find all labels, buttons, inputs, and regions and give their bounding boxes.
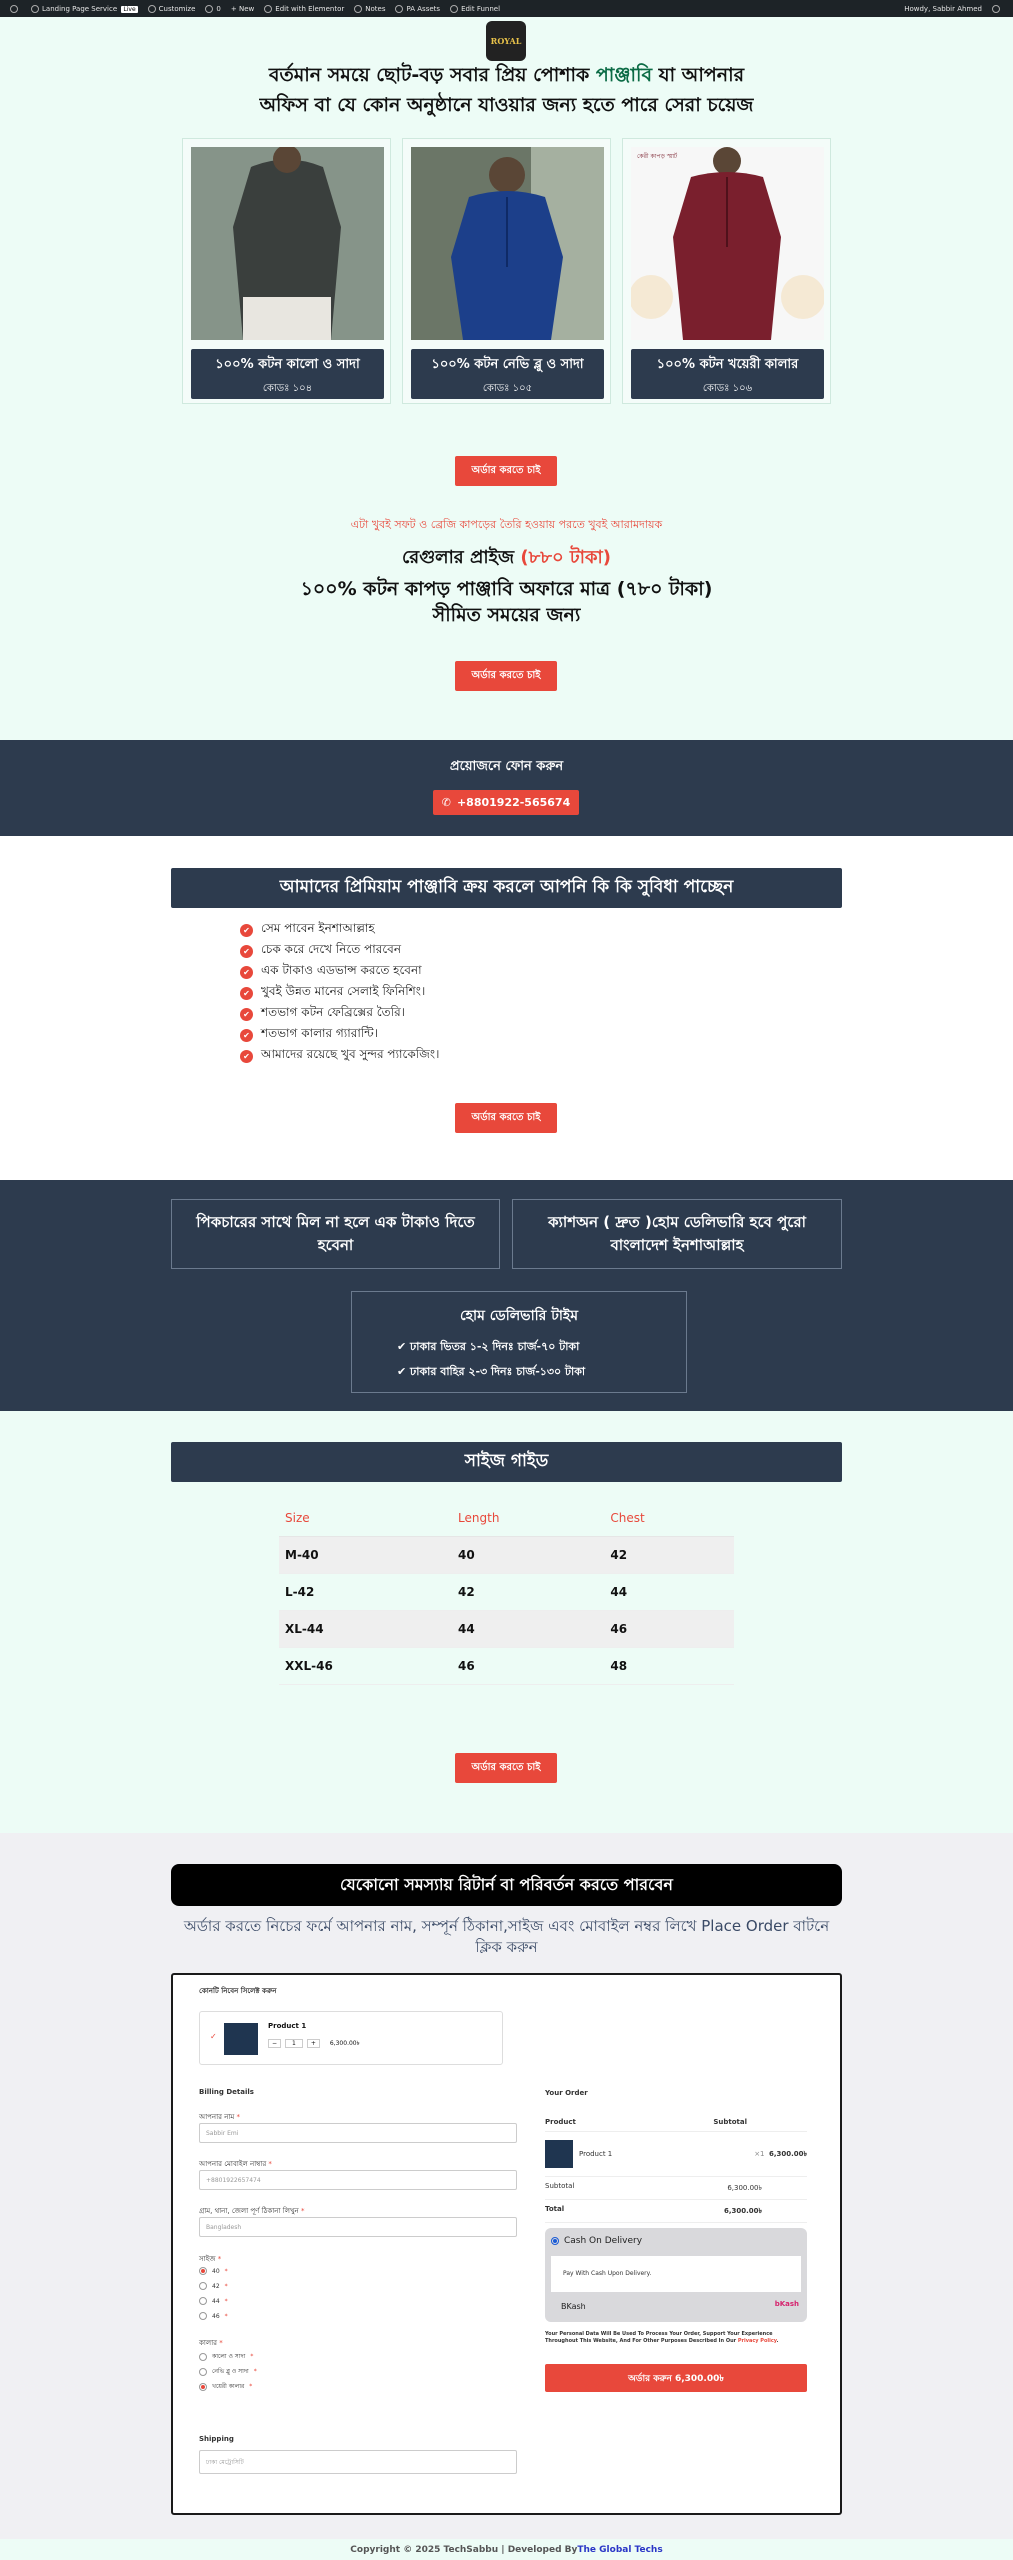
wordpress-icon[interactable] — [10, 5, 18, 13]
product-image — [191, 147, 384, 340]
size-table — [279, 1500, 734, 1685]
your-order-title: Your Order — [545, 2089, 588, 2097]
check-circle-icon: ✔ — [240, 1050, 253, 1063]
call-title: প্রয়োজনে ফোন করুন — [449, 759, 564, 774]
size-option-46[interactable]: 46 * — [199, 2312, 228, 2320]
benefit-item: ✔ শতভাগ কালার গ্যারান্টি। — [240, 1025, 378, 1045]
shipping-select[interactable]: ঢাকা মেট্রোসিটি — [199, 2450, 517, 2474]
size-option-40[interactable]: 40 * — [199, 2267, 228, 2275]
check-circle-icon: ✔ — [240, 966, 253, 979]
phone-icon: ✆ — [441, 796, 451, 809]
place-order-button[interactable]: অর্ডার করুন 6,300.00৳ — [545, 2364, 807, 2392]
delivery-item: ✔ ঢাকার ভিতর ১-২ দিনঃ চার্জ-৭০ টাকা — [397, 1340, 580, 1353]
privacy-link[interactable]: Privacy Policy — [737, 2338, 777, 2344]
benefit-item: ✔ আমাদের রয়েছে খুব সুন্দর প্যাকেজিং। — [240, 1046, 439, 1066]
brush-icon — [148, 5, 156, 13]
size-option-42[interactable]: 42 * — [199, 2282, 228, 2290]
product-name: Product 1 — [268, 2022, 307, 2030]
check-circle-icon: ✔ — [240, 1029, 253, 1042]
size-label: সাইজ * — [199, 2255, 222, 2263]
address-input[interactable]: Bangladesh — [199, 2217, 517, 2237]
benefit-item: ✔ এক টাকাও এডভান্স করতে হবেনা — [240, 962, 422, 982]
order-summary — [545, 2113, 807, 2223]
color-option-maroon[interactable]: খয়েরী কালার * — [199, 2381, 252, 2392]
comments-link[interactable]: 0 — [205, 5, 220, 13]
quantity-value[interactable]: 1 — [285, 2039, 303, 2048]
delivery-title: হোম ডেলিভারি টাইম — [460, 1308, 578, 1324]
notes-link[interactable]: Notes — [354, 5, 385, 13]
product-title-box: ১০০% কটন নেভি ব্লু ও সাদা কোডঃ ১০৫ — [411, 349, 604, 399]
elementor-icon — [264, 5, 272, 13]
order-button[interactable]: অর্ডার করতে চাই — [455, 456, 557, 486]
payment-methods — [545, 2228, 807, 2322]
size-guide-title: সাইজ গাইড — [171, 1442, 842, 1482]
new-link[interactable]: + New — [230, 4, 255, 13]
check-circle-icon: ✔ — [240, 945, 253, 958]
subtotal-row: Subtotal 6,300.00৳ — [545, 2177, 807, 2200]
phone-button[interactable]: ✆ +8801922-565674 — [433, 790, 579, 815]
product-image — [411, 147, 604, 340]
edit-funnel-link[interactable]: Edit Funnel — [450, 5, 500, 13]
benefit-item: ✔ সেম পাবেন ইনশাআল্লাহ — [240, 920, 375, 940]
table-row: M-40 40 42 — [279, 1536, 734, 1573]
product-price: 6,300.00৳ — [329, 2040, 360, 2047]
money-back-box: পিকচারের সাথে মিল না হলে এক টাকাও দিতে হবেনা — [171, 1199, 500, 1269]
pencil-icon — [450, 5, 458, 13]
quantity-stepper[interactable] — [268, 2038, 360, 2049]
return-banner: যেকোনো সমস্যায় রিটার্ন বা পরিবর্তন করতে পারবেন — [171, 1864, 842, 1906]
bkash-option[interactable]: BKash — [561, 2302, 586, 2311]
product-card-105 — [402, 138, 611, 404]
live-badge: Live — [123, 5, 136, 13]
color-label: কালার * — [199, 2339, 223, 2347]
bkash-logo-icon: bKash — [774, 2300, 799, 2308]
site-name-link[interactable]: Landing Page Service Live — [31, 5, 138, 13]
phone-input[interactable]: +8801922657474 — [199, 2170, 517, 2190]
product-card-104 — [182, 138, 391, 404]
table-row: XL-44 44 46 — [279, 1610, 734, 1647]
assets-icon — [395, 5, 403, 13]
developer-link[interactable]: The Global Techs — [577, 2544, 663, 2555]
order-line: Product 1 ×1 6,300.00৳ — [545, 2132, 807, 2177]
avatar[interactable] — [992, 5, 1000, 13]
field-label: আপনার নাম * — [199, 2113, 241, 2121]
color-option-navy[interactable]: নেভি ব্লু ও সাদা * — [199, 2366, 257, 2377]
product-title-box: ১০০% কটন কালো ও সাদা কোডঃ ১০৪ — [191, 349, 384, 399]
product-select-card[interactable] — [199, 2011, 503, 2065]
hero-highlight: পাঞ্জাবি — [595, 64, 653, 86]
pa-assets-link[interactable]: PA Assets — [395, 5, 440, 13]
form-instruction: অর্ডার করতে নিচের ফর্মে আপনার নাম, সম্পূর্ন ঠিকানা,সাইজ এবং মোবাইল নম্বর লিখে Place Order বাটনে ক্লিক করুন — [183, 1917, 830, 1956]
name-input[interactable]: Sabbir Emi — [199, 2123, 517, 2143]
privacy-notice: Your Personal Data Will Be Used To Process Your Order, Support Your Experience Throughout This Website, And For Other Purposes Described In Our Privacy Policy. — [545, 2331, 779, 2344]
order-button[interactable]: অর্ডার করতে চাই — [455, 1103, 557, 1133]
check-icon: ✔ — [397, 1340, 411, 1353]
notes-icon — [354, 5, 362, 13]
call-section — [0, 740, 1013, 836]
footer: Copyright © 2025 TechSabbu | Developed By The Global Techs — [350, 2544, 663, 2555]
cod-delivery-box: ক্যাশঅন ( দ্রুত )হোম ডেলিভারি হবে পুরো বাংলাদেশ ইনশাআল্লাহ — [512, 1199, 842, 1269]
admin-bar — [0, 0, 1013, 17]
customize-link[interactable]: Customize — [148, 5, 196, 13]
checkout-form — [171, 1973, 842, 2515]
table-row: L-42 42 44 — [279, 1573, 734, 1610]
comment-icon — [205, 5, 213, 13]
product-image — [631, 147, 824, 340]
table-header: Size Length Chest — [279, 1500, 734, 1536]
check-icon: ✓ — [210, 2032, 217, 2041]
regular-price: রেগুলার প্রাইজ (৮৮০ টাকা) — [402, 547, 611, 568]
home-icon — [31, 5, 39, 13]
brand-logo: ROYAL — [486, 21, 526, 61]
check-circle-icon: ✔ — [240, 987, 253, 1000]
minus-button[interactable]: − — [268, 2039, 281, 2048]
cod-description: Pay With Cash Upon Delivery. — [551, 2256, 801, 2292]
total-row: Total 6,300.00৳ — [545, 2200, 807, 2223]
product-watermark: কেরী কাপড় স্মার্ট — [637, 153, 678, 160]
hero-title: বর্তমান সময়ে ছোট-বড় সবার প্রিয় পোশাক পাঞ্জাবি যা আপনার অফিস বা যে কোন অনুষ্ঠানে যাওয়ার জন্য হতে পারে সেরা চয়েজ — [259, 64, 754, 116]
benefit-item: ✔ চেক করে দেখে নিতে পারবেন — [240, 941, 401, 961]
color-option-black[interactable]: কালো ও সাদা * — [199, 2351, 253, 2362]
product-thumbnail — [224, 2023, 258, 2055]
benefit-item: ✔ খুবই উন্নত মানের সেলাই ফিনিশিং। — [240, 983, 425, 1003]
table-row: XXL-46 46 48 — [279, 1647, 734, 1684]
check-circle-icon: ✔ — [240, 1008, 253, 1021]
user-greeting[interactable]: Howdy, Sabbir Ahmed — [904, 4, 982, 13]
field-label: গ্রাম, থানা, জেলা পূর্ণ ঠিকানা লিখুন * — [199, 2207, 305, 2215]
benefits-title: আমাদের প্রিমিয়াম পাঞ্জাবি ক্রয় করলে আপনি কি কি সুবিধা পাচ্ছেন — [171, 868, 842, 908]
shipping-label: Shipping — [199, 2435, 234, 2443]
check-icon: ✔ — [397, 1365, 411, 1378]
order-button[interactable]: অর্ডার করতে চাই — [455, 1753, 557, 1783]
select-product-label: কোনটি নিবেন সিলেক্ট করুন — [199, 1987, 277, 1995]
check-circle-icon: ✔ — [240, 924, 253, 937]
cod-option[interactable]: Cash On Delivery — [551, 2236, 642, 2246]
order-button[interactable]: অর্ডার করতে চাই — [455, 661, 557, 691]
elementor-link[interactable]: Edit with Elementor — [264, 5, 344, 13]
promo-subtitle: এটা খুবই সফট ও ব্রেজি কাপড়ের তৈরি হওয়ায় পরতে খুবই আরামদায়ক — [350, 518, 663, 531]
offer-price: ১০০% কটন কাপড় পাঞ্জাবি অফারে মাত্র (৭৮০ টাকা) — [300, 578, 713, 600]
product-thumbnail — [545, 2140, 573, 2168]
delivery-time-box — [351, 1291, 687, 1393]
billing-title: Billing Details — [199, 2088, 254, 2096]
delivery-item: ✔ ঢাকার বাহির ২-৩ দিনঃ চার্জ-১৩০ টাকা — [397, 1365, 586, 1378]
benefit-item: ✔ শতভাগ কটন ফেব্রিক্সের তৈরি। — [240, 1004, 405, 1024]
order-header: Product Subtotal — [545, 2113, 807, 2132]
product-title-box: ১০০% কটন খয়েরী কালার কোডঃ ১০৬ — [631, 349, 824, 399]
plus-button[interactable]: + — [307, 2039, 320, 2048]
product-card-106 — [622, 138, 831, 404]
limited-time: সীমিত সময়ের জন্য — [432, 604, 581, 626]
field-label: আপনার মোবাইল নাম্বার * — [199, 2160, 272, 2168]
size-option-44[interactable]: 44 * — [199, 2297, 228, 2305]
